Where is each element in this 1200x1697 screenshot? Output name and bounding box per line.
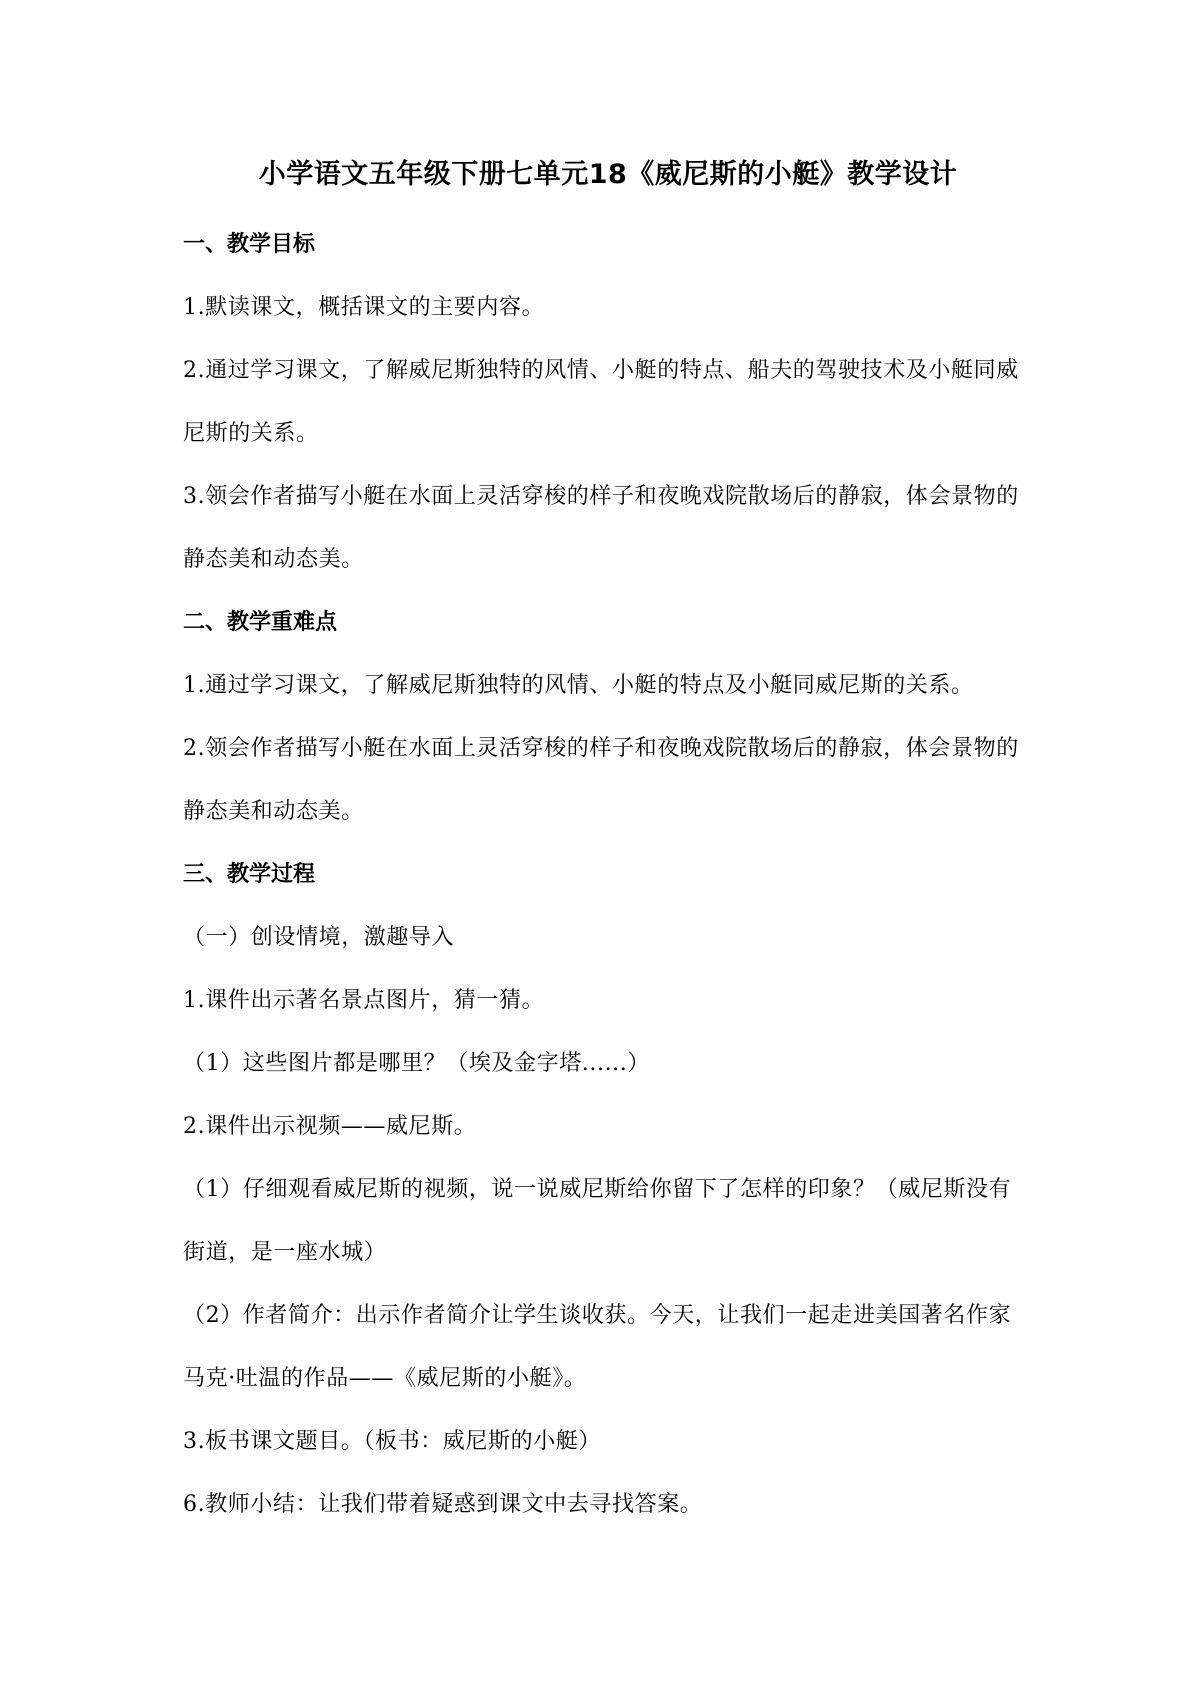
paragraph: （一）创设情境，激趣导入 bbox=[183, 925, 455, 950]
paragraph: 1.默读课文，概括课文的主要内容。 bbox=[183, 295, 545, 320]
paragraph: 1.通过学习课文，了解威尼斯独特的风情、小艇的特点及小艇同威尼斯的关系。 bbox=[183, 673, 974, 698]
paragraph: （1）这些图片都是哪里？（埃及金字塔......） bbox=[183, 1051, 650, 1076]
paragraph: （2）作者简介：出示作者简介让学生谈收获。今天，让我们一起走进美国著名作家马克·吐温的作品——《威尼斯的小艇》。 bbox=[183, 1303, 1012, 1391]
paragraph: （1）仔细观看威尼斯的视频，说一说威尼斯给你留下了怎样的印象？（威尼斯没有街道，是一座水城） bbox=[183, 1177, 1012, 1265]
document-title: 小学语文五年级下册七单元18《威尼斯的小艇》教学设计 bbox=[258, 159, 958, 190]
paragraph: 2.通过学习课文，了解威尼斯独特的风情、小艇的特点、船夫的驾驶技术及小艇同威尼斯的关系。 bbox=[183, 358, 1019, 446]
section-heading-objectives: 一、教学目标 bbox=[183, 232, 316, 257]
paragraph: 1.课件出示著名景点图片，猜一猜。 bbox=[183, 988, 545, 1013]
paragraph: 6.教师小结：让我们带着疑惑到课文中去寻找答案。 bbox=[183, 1492, 703, 1517]
paragraph: 3.板书课文题目。（板书：威尼斯的小艇） bbox=[183, 1429, 601, 1454]
section-heading-process: 三、教学过程 bbox=[183, 862, 316, 887]
document-content bbox=[183, 150, 1033, 1536]
section-heading-key-points: 二、教学重难点 bbox=[183, 610, 338, 635]
paragraph: 2.课件出示视频——威尼斯。 bbox=[183, 1114, 477, 1139]
paragraph: 2.领会作者描写小艇在水面上灵活穿梭的样子和夜晚戏院散场后的静寂，体会景物的静态美和动态美。 bbox=[183, 736, 1019, 824]
paragraph: 3.领会作者描写小艇在水面上灵活穿梭的样子和夜晚戏院散场后的静寂，体会景物的静态美和动态美。 bbox=[183, 484, 1019, 572]
